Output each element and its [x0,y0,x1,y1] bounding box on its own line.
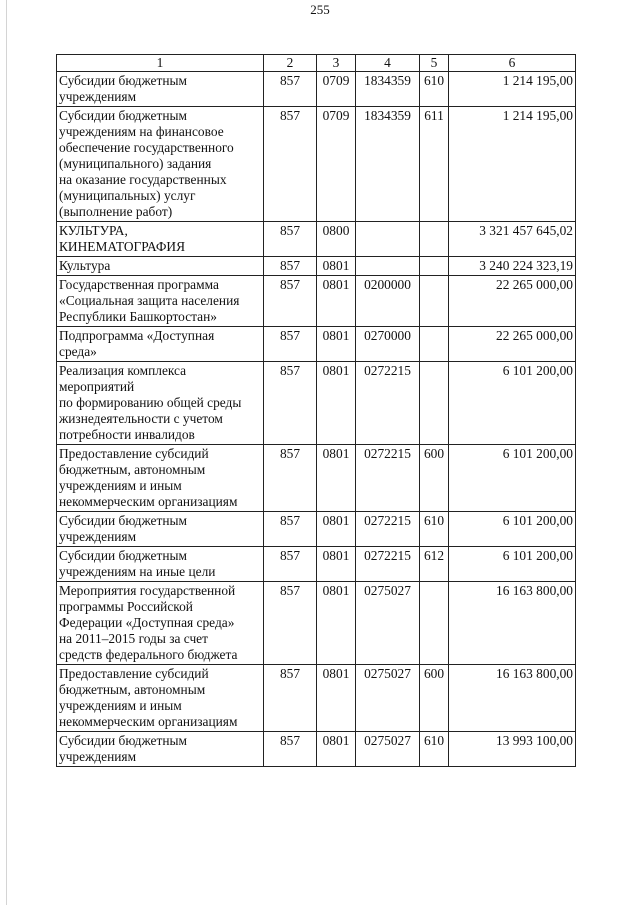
row-name-cell: Мероприятия государственной программы Российской Федерации «Доступная среда» на 2011–2015 годы за счет средств федерального бюджета [57,582,264,665]
row-expense-type [420,276,449,327]
row-amount: 13 993 100,00 [449,732,576,767]
row-name-cell: Субсидии бюджетным учреждениям [57,72,264,107]
row-target-code: 1834359 [356,72,420,107]
table-row [57,362,576,445]
row-amount: 3 321 457 645,02 [449,222,576,257]
row-section-code: 0801 [317,665,356,732]
row-target-code: 1834359 [356,107,420,222]
row-section-code: 0709 [317,72,356,107]
table-row [57,257,576,276]
row-ministry-code: 857 [264,257,317,276]
row-section-code: 0801 [317,327,356,362]
table-row [57,327,576,362]
row-amount: 16 163 800,00 [449,665,576,732]
row-ministry-code: 857 [264,327,317,362]
row-section-code: 0801 [317,512,356,547]
row-ministry-code: 857 [264,547,317,582]
table-row [57,276,576,327]
row-ministry-code: 857 [264,72,317,107]
row-name-cell: Субсидии бюджетным учреждениям на финансовое обеспечение государственного (муниципального) задания на оказание государственных (муниципальных) услуг (выполнение работ) [57,107,264,222]
table-row [57,107,576,222]
table-row [57,665,576,732]
row-name-cell: Субсидии бюджетным учреждениям [57,512,264,547]
row-target-code: 0275027 [356,732,420,767]
table-row [57,582,576,665]
row-ministry-code: 857 [264,445,317,512]
row-expense-type [420,582,449,665]
scan-edge [6,0,7,905]
row-section-code: 0800 [317,222,356,257]
row-section-code: 0801 [317,445,356,512]
row-amount: 1 214 195,00 [449,72,576,107]
row-amount: 16 163 800,00 [449,582,576,665]
row-section-code: 0801 [317,547,356,582]
table-row [57,512,576,547]
row-amount: 6 101 200,00 [449,362,576,445]
row-name-cell: Подпрограмма «Доступная среда» [57,327,264,362]
row-amount: 6 101 200,00 [449,547,576,582]
row-ministry-code: 857 [264,732,317,767]
row-ministry-code: 857 [264,362,317,445]
row-expense-type: 610 [420,732,449,767]
row-expense-type: 610 [420,512,449,547]
row-target-code: 0272215 [356,547,420,582]
row-expense-type: 612 [420,547,449,582]
row-amount: 22 265 000,00 [449,276,576,327]
row-target-code: 0275027 [356,582,420,665]
column-header-6: 6 [449,55,576,72]
row-section-code: 0709 [317,107,356,222]
row-ministry-code: 857 [264,665,317,732]
row-name-cell: Культура [57,257,264,276]
row-expense-type [420,327,449,362]
row-amount: 3 240 224 323,19 [449,257,576,276]
row-name-cell: Предоставление субсидий бюджетным, автономным учреждениям и иным некоммерческим организациям [57,445,264,512]
row-section-code: 0801 [317,732,356,767]
row-name-cell: Субсидии бюджетным учреждениям [57,732,264,767]
header-row [57,55,576,72]
row-expense-type: 600 [420,445,449,512]
column-header-2: 2 [264,55,317,72]
row-target-code: 0200000 [356,276,420,327]
row-section-code: 0801 [317,276,356,327]
row-expense-type [420,257,449,276]
row-ministry-code: 857 [264,276,317,327]
row-section-code: 0801 [317,582,356,665]
row-amount: 6 101 200,00 [449,445,576,512]
row-target-code: 0272215 [356,512,420,547]
row-expense-type: 610 [420,72,449,107]
row-expense-type: 611 [420,107,449,222]
row-expense-type [420,222,449,257]
row-name-cell: Реализация комплекса мероприятий по формированию общей среды жизнедеятельности с учетом потребности инвалидов [57,362,264,445]
row-amount: 1 214 195,00 [449,107,576,222]
row-target-code: 0275027 [356,665,420,732]
table-row [57,222,576,257]
row-amount: 6 101 200,00 [449,512,576,547]
row-name-cell: Субсидии бюджетным учреждениям на иные цели [57,547,264,582]
column-header-4: 4 [356,55,420,72]
row-target-code: 0272215 [356,445,420,512]
table-row [57,445,576,512]
column-header-1: 1 [57,55,264,72]
row-target-code: 0272215 [356,362,420,445]
row-name-cell: КУЛЬТУРА, КИНЕМАТОГРАФИЯ [57,222,264,257]
row-ministry-code: 857 [264,582,317,665]
budget-table [56,54,576,767]
row-ministry-code: 857 [264,222,317,257]
row-expense-type [420,362,449,445]
table-row [57,72,576,107]
row-section-code: 0801 [317,362,356,445]
row-target-code [356,257,420,276]
row-ministry-code: 857 [264,107,317,222]
row-section-code: 0801 [317,257,356,276]
row-name-cell: Предоставление субсидий бюджетным, автономным учреждениям и иным некоммерческим организациям [57,665,264,732]
table-row [57,547,576,582]
table-row [57,732,576,767]
row-ministry-code: 857 [264,512,317,547]
row-amount: 22 265 000,00 [449,327,576,362]
column-header-3: 3 [317,55,356,72]
row-name-cell: Государственная программа «Социальная защита населения Республики Башкортостан» [57,276,264,327]
row-target-code: 0270000 [356,327,420,362]
row-target-code [356,222,420,257]
column-header-5: 5 [420,55,449,72]
page-number: 255 [310,2,330,17]
row-expense-type: 600 [420,665,449,732]
